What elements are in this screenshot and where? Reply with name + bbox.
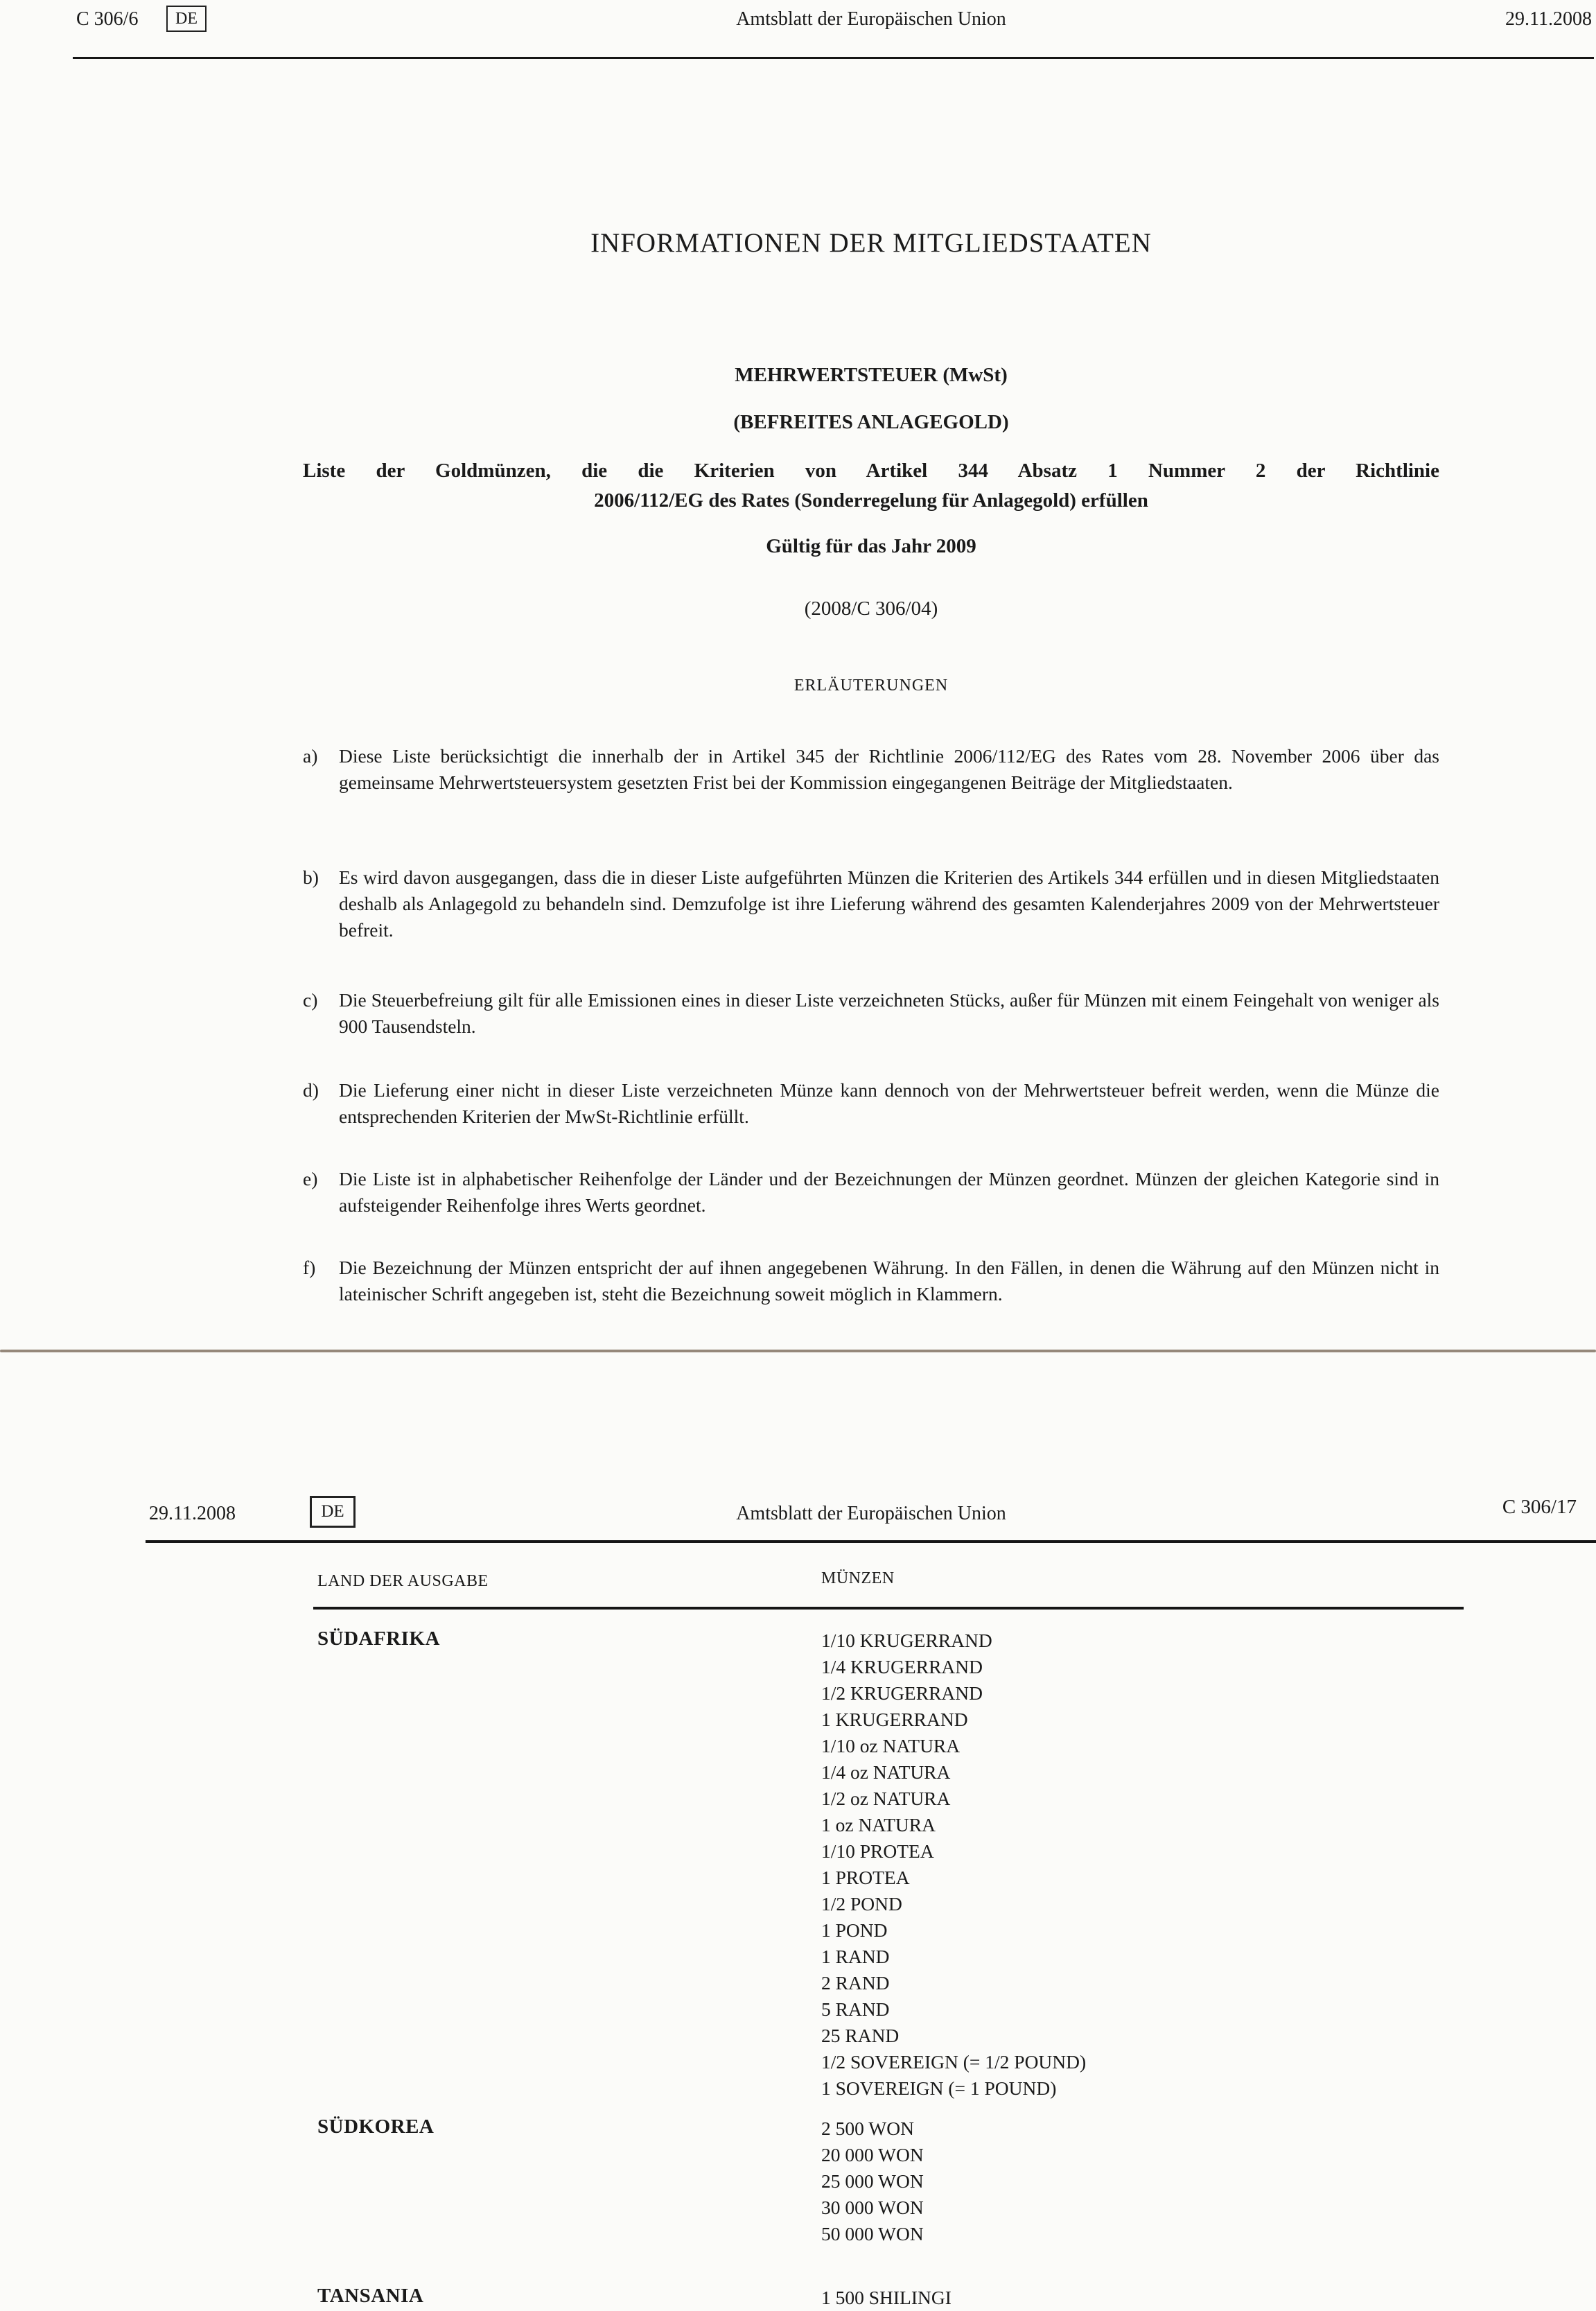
note-label: b) — [303, 866, 319, 888]
document-reference: (2008/C 306/04) — [804, 598, 938, 620]
language-badge: DE — [166, 6, 207, 32]
coin-item: 2 RAND — [821, 1972, 890, 1994]
coin-item: 1 POND — [821, 1919, 888, 1941]
coin-item: 1/10 KRUGERRAND — [821, 1630, 992, 1651]
column-header-coins: MÜNZEN — [821, 1569, 895, 1587]
country-name: SÜDAFRIKA — [317, 1628, 440, 1650]
header-rule — [73, 57, 1594, 59]
coin-item: 1/10 PROTEA — [821, 1840, 934, 1862]
note-text: Die Liste ist in alphabetischer Reihenfolge der Länder und der Bezeichnungen der Münzen geordnet. Münzen der gleichen Kategorie sind in aufsteigender Reihenfolge ihres Werts geordnet. — [339, 1168, 1439, 1216]
coin-item: 2 500 WON — [821, 2118, 914, 2139]
note-text: Es wird davon ausgegangen, dass die in dieser Liste aufgeführten Münzen die Kriterien des Artikels 344 erfüllen und in diesen Mitgliedstaaten deshalb als Anlagegold zu behandeln sind. Demzufolge ist ihre Lieferung während des gesamten Kalenderjahres 2009 von der Mehrwertsteuer befreit. — [339, 866, 1439, 941]
note-label: a) — [303, 745, 318, 767]
coin-item: 1 RAND — [821, 1946, 890, 1967]
subtitle-vat: MEHRWERTSTEUER (MwSt) — [735, 364, 1008, 386]
coin-item: 1/2 POND — [821, 1893, 902, 1915]
note — [303, 1077, 1439, 1130]
coin-item: 1/4 oz NATURA — [821, 1761, 951, 1783]
page-number: C 306/6 — [76, 8, 139, 30]
coin-list — [821, 2285, 952, 2311]
note-text: Die Lieferung einer nicht in dieser Liste verzeichneten Münze kann dennoch von der Mehrwertsteuer befreit werden, wenn die Münze die entsprechenden Kriterien der MwSt-Richtlinie erfüllt. — [339, 1079, 1439, 1127]
note-text: Die Steuerbefreiung gilt für alle Emissionen eines in dieser Liste verzeichneten Stücks, außer für Münzen mit einem Feingehalt von weniger als 900 Tausendsteln. — [339, 989, 1439, 1037]
validity-title: Gültig für das Jahr 2009 — [766, 535, 976, 557]
coin-item: 20 000 WON — [821, 2144, 924, 2165]
note-label: f) — [303, 1257, 316, 1278]
coin-item: 1/2 oz NATURA — [821, 1788, 951, 1809]
language-badge: DE — [310, 1496, 356, 1528]
country-name: TANSANIA — [317, 2285, 424, 2307]
column-header-country: LAND DER AUSGABE — [317, 1572, 489, 1590]
coin-item: 25 RAND — [821, 2025, 900, 2046]
coin-item: 1/10 oz NATURA — [821, 1735, 961, 1756]
note — [303, 1166, 1439, 1219]
coin-item: 1/4 KRUGERRAND — [821, 1656, 983, 1677]
coin-item: 1 KRUGERRAND — [821, 1709, 968, 1730]
issue-date: 29.11.2008 — [1505, 8, 1592, 30]
header-rule — [146, 1540, 1596, 1543]
coin-item: 1 SOVEREIGN (= 1 POUND) — [821, 2077, 1057, 2099]
page-number: C 306/17 — [1502, 1496, 1577, 1518]
list-title-line2: 2006/112/EG des Rates (Sonderregelung für Anlagegold) erfüllen — [594, 489, 1148, 512]
country-name: SÜDKOREA — [317, 2116, 435, 2138]
coin-list — [821, 2116, 924, 2247]
list-title — [303, 456, 1439, 516]
coin-item: 5 RAND — [821, 1998, 890, 2020]
note-label: d) — [303, 1079, 319, 1101]
note-text: Die Bezeichnung der Münzen entspricht der auf ihnen angegebenen Währung. In den Fällen, in denen die Währung auf den Münzen nicht in lateinischer Schrift angegeben ist, steht die Bezeichnung soweit möglich in Klammern. — [339, 1257, 1439, 1305]
coin-item: 30 000 WON — [821, 2197, 924, 2218]
note — [303, 743, 1439, 796]
note-text: Diese Liste berücksichtigt die innerhalb der in Artikel 345 der Richtlinie 2006/112/EG des Rates vom 28. November 2006 über das gemeinsame Mehrwertsteuersystem gesetzten Frist bei der Kommission eingegangenen Beiträge der Mitgliedstaaten. — [339, 745, 1439, 793]
subtitle-gold: (BEFREITES ANLAGEGOLD) — [733, 411, 1009, 433]
coin-item: 25 000 WON — [821, 2170, 924, 2192]
coin-item: 1 oz NATURA — [821, 1814, 936, 1835]
note-label: e) — [303, 1168, 318, 1189]
note — [303, 1255, 1439, 1307]
coin-item: 50 000 WON — [821, 2223, 924, 2244]
list-title-line1: Liste der Goldmünzen, die die Kriterien von Artikel 344 Absatz 1 Nummer 2 der Richtlinie — [303, 460, 1439, 482]
coin-item: 1 500 SHILINGI — [821, 2287, 952, 2308]
coin-list — [821, 1628, 1086, 2102]
section-title: INFORMATIONEN DER MITGLIEDSTAATEN — [590, 228, 1152, 258]
note-label: c) — [303, 989, 318, 1011]
page-separator — [0, 1350, 1596, 1352]
journal-title: Amtsblatt der Europäischen Union — [736, 1503, 1006, 1524]
note — [303, 987, 1439, 1040]
notes-title: ERLÄUTERUNGEN — [793, 677, 949, 695]
coin-item: 1 PROTEA — [821, 1867, 910, 1888]
table-header-rule — [313, 1607, 1464, 1610]
coin-item: 1/2 KRUGERRAND — [821, 1682, 983, 1704]
journal-title: Amtsblatt der Europäischen Union — [736, 8, 1006, 30]
coin-item: 1/2 SOVEREIGN (= 1/2 POUND) — [821, 2051, 1087, 2073]
note — [303, 864, 1439, 943]
issue-date: 29.11.2008 — [149, 1503, 236, 1524]
